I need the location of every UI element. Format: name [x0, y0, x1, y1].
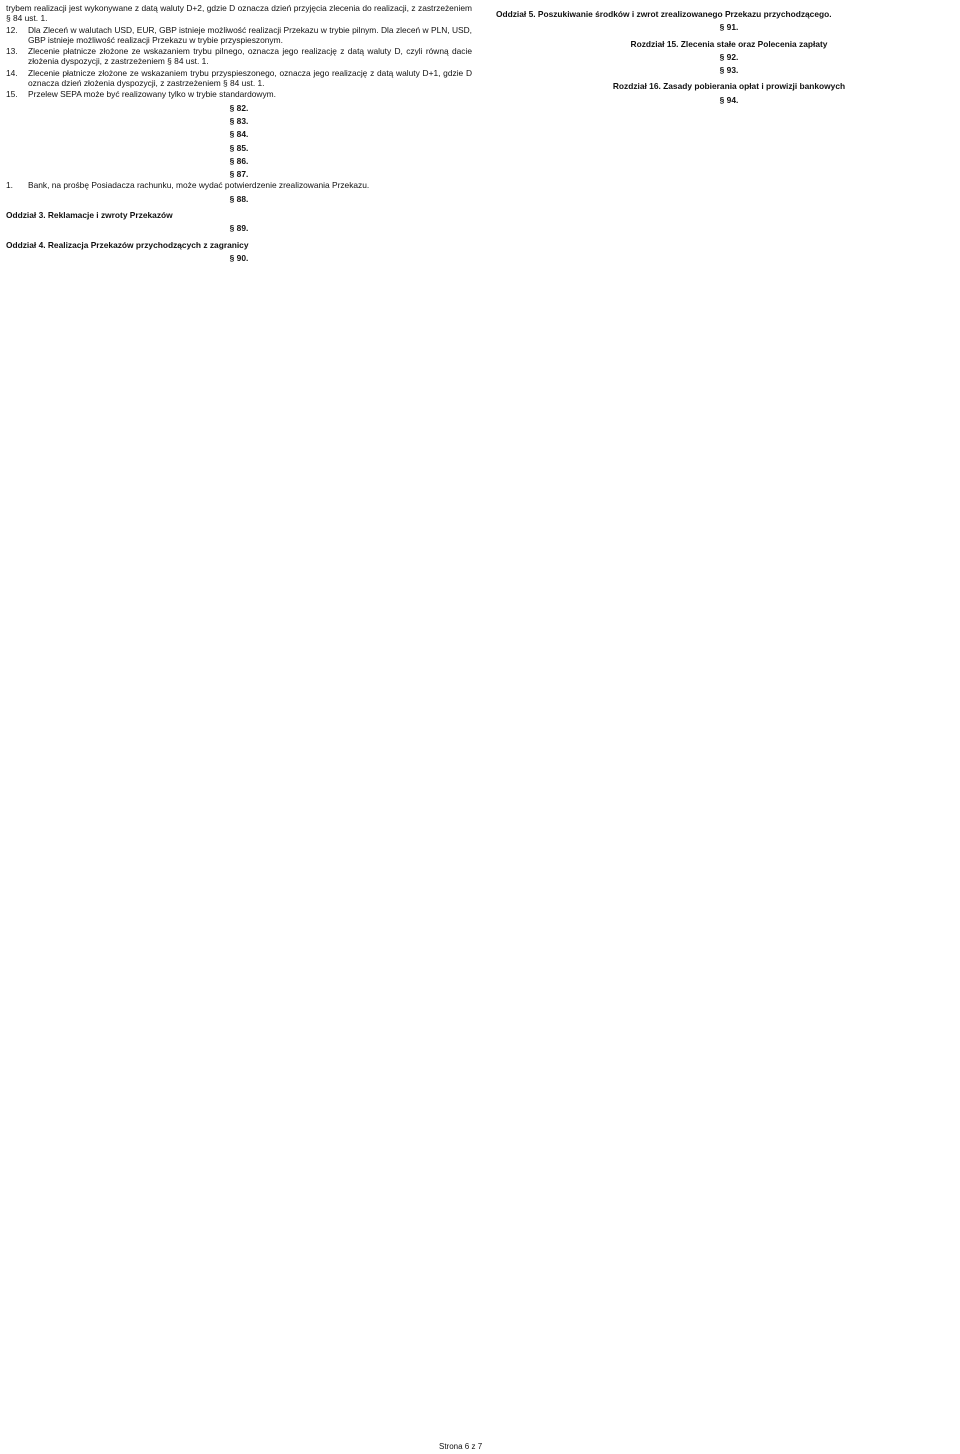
- item-number: 14.: [6, 67, 18, 78]
- paragraph-number: § 87.: [229, 169, 249, 180]
- item-number: 15.: [6, 89, 18, 100]
- paragraph: trybem realizacji jest wykonywane z datą waluty D+2, gdzie D oznacza dzień przyjęcia zlecenia do realizacji, z zastrzeżeniem § 84 ust. 1.: [6, 3, 472, 24]
- paragraph-number: § 83.: [229, 115, 249, 126]
- numbered-item: [6, 25, 472, 46]
- paragraph-number: § 85.: [229, 142, 249, 153]
- item-text: Dla Zleceń w walutach USD, EUR, GBP istnieje możliwość realizacji Przekazu w trybie pilnym. Dla zleceń w PLN, USD, GBP istnieje możliwość realizacji Przekazu w trybie przyspieszonym.: [28, 24, 472, 45]
- numbered-item: [6, 180, 472, 190]
- paragraph-number: § 84.: [229, 129, 249, 140]
- paragraph-number: § 91.: [719, 22, 739, 33]
- paragraph-number: § 88.: [229, 193, 249, 204]
- paragraph-number: § 94.: [719, 94, 739, 105]
- paragraph-number: § 86.: [229, 155, 249, 166]
- page-footer: Strona 6 z 7: [439, 1442, 483, 1451]
- paragraph-number: § 90.: [229, 252, 249, 263]
- left-column: [6, 3, 472, 264]
- section-heading: Oddział 4. Realizacja Przekazów przychodzących z zagranicy: [6, 239, 249, 250]
- right-column: [496, 3, 960, 106]
- item-text: Zlecenie płatnicze złożone ze wskazaniem trybu pilnego, oznacza jego realizację z datą waluty D, czyli równą dacie złożenia dyspozycji, z zastrzeżeniem § 84 ust. 1.: [28, 46, 472, 67]
- item-text: Bank, na prośbę Posiadacza rachunku, może wydać potwierdzenie zrealizowania Przekazu.: [28, 180, 370, 191]
- numbered-item: [6, 68, 472, 89]
- item-number: 13.: [6, 46, 18, 57]
- section-heading: Oddział 3. Reklamacje i zwroty Przekazów: [6, 210, 173, 221]
- chapter-heading: Rozdział 15. Zlecenia stałe oraz Polecenia zapłaty: [630, 38, 828, 49]
- paragraph-number: § 92.: [719, 51, 739, 62]
- item-number: 1.: [6, 180, 13, 191]
- item-number: 12.: [6, 24, 18, 35]
- paragraph-number: § 93.: [719, 65, 739, 76]
- chapter-heading: Rozdział 16. Zasady pobierania opłat i prowizji bankowych: [612, 81, 846, 92]
- paragraph-number: § 89.: [229, 223, 249, 234]
- numbered-item: [6, 46, 472, 67]
- paragraph-number: § 82.: [229, 102, 249, 113]
- item-text: Zlecenie płatnicze złożone ze wskazaniem trybu przyspieszonego, oznacza jego realizację z datą waluty D+1, gdzie D oznacza dzień złożenia dyspozycji, z zastrzeżeniem § 84 ust. 1.: [28, 67, 472, 89]
- item-text: Przelew SEPA może być realizowany tylko w trybie standardowym.: [28, 89, 276, 100]
- numbered-item: [6, 89, 472, 99]
- section-heading: Oddział 5. Poszukiwanie środków i zwrot zrealizowanego Przekazu przychodzącego.: [496, 9, 832, 19]
